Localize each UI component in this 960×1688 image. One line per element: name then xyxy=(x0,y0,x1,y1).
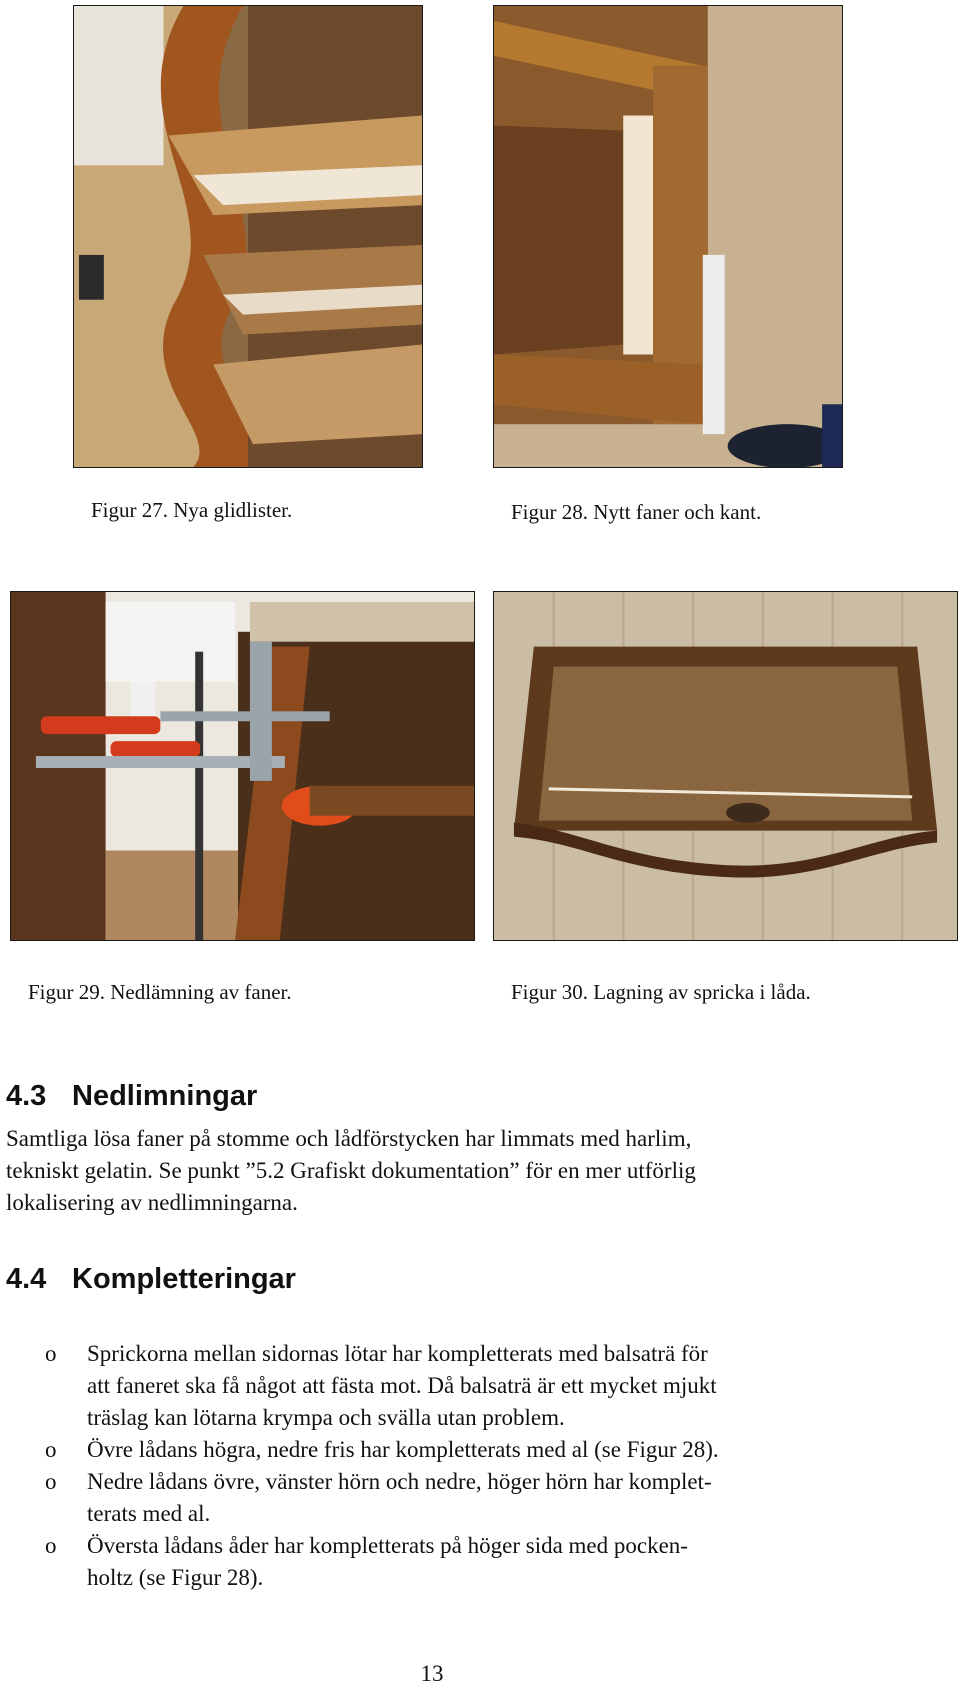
list-item-text xyxy=(87,1338,960,1434)
list-item-line: Översta lådans åder har kompletterats på höger sida med pocken- xyxy=(87,1533,688,1558)
list-item-text xyxy=(87,1530,960,1594)
figure-27-photo xyxy=(73,5,423,468)
figure-27-image xyxy=(74,6,422,467)
section-4-4-number: 4.4 xyxy=(6,1263,47,1295)
list-item-text xyxy=(87,1434,960,1466)
list-item-line: Nedre lådans övre, vänster hörn och nedre, höger hörn har komplet- xyxy=(87,1469,712,1494)
paragraph-line: Samtliga lösa faner på stomme och lådförstycken har limmats med harlim, xyxy=(6,1126,692,1151)
figure-28-photo xyxy=(493,5,843,468)
list-item xyxy=(0,1466,960,1530)
figure-30-caption: Figur 30. Lagning av spricka i låda. xyxy=(511,980,811,1004)
paragraph-line: tekniskt gelatin. Se punkt ”5.2 Grafiskt dokumentation” för en mer utförlig xyxy=(6,1158,696,1183)
section-4-4-heading xyxy=(6,1262,296,1296)
figure-30-photo xyxy=(493,591,958,941)
list-item-line: Övre lådans högra, nedre fris har kompletterats med al (se Figur 28). xyxy=(87,1437,719,1462)
figure-28-image xyxy=(494,6,842,467)
page-number: 13 xyxy=(420,1661,444,1686)
list-item xyxy=(0,1338,960,1434)
list-item xyxy=(0,1530,960,1594)
bullet-marker: o xyxy=(45,1341,57,1366)
figure-28-caption: Figur 28. Nytt faner och kant. xyxy=(511,500,762,524)
figure-29-photo xyxy=(10,591,475,941)
list-item-line: träslag kan lötarna krympa och svälla utan problem. xyxy=(87,1405,565,1430)
list-item-text xyxy=(87,1466,960,1530)
list-item xyxy=(0,1434,960,1466)
bullet-marker: o xyxy=(45,1533,57,1558)
figure-27-caption: Figur 27. Nya glidlister. xyxy=(91,498,293,522)
figure-30-image xyxy=(494,592,957,940)
bullet-marker: o xyxy=(45,1437,57,1462)
figure-29-image xyxy=(11,592,474,940)
section-4-4-title: Kompletteringar xyxy=(72,1263,296,1295)
paragraph-line: lokalisering av nedlimningarna. xyxy=(6,1190,298,1215)
list-item-line: att faneret ska få något att fästa mot. Då balsaträ är ett mycket mjukt xyxy=(87,1373,717,1398)
section-4-3-paragraph xyxy=(6,1123,906,1219)
section-4-3-heading xyxy=(6,1079,257,1113)
kompletteringar-list xyxy=(0,1338,960,1594)
list-item-line: terats med al. xyxy=(87,1501,211,1526)
figure-29-caption: Figur 29. Nedlämning av faner. xyxy=(28,980,292,1004)
list-item-line: Sprickorna mellan sidornas lötar har kompletterats med balsaträ för xyxy=(87,1341,708,1366)
section-4-3-number: 4.3 xyxy=(6,1080,47,1112)
section-4-3-title: Nedlimningar xyxy=(72,1080,258,1112)
list-item-line: holtz (se Figur 28). xyxy=(87,1565,264,1590)
bullet-marker: o xyxy=(45,1469,57,1494)
